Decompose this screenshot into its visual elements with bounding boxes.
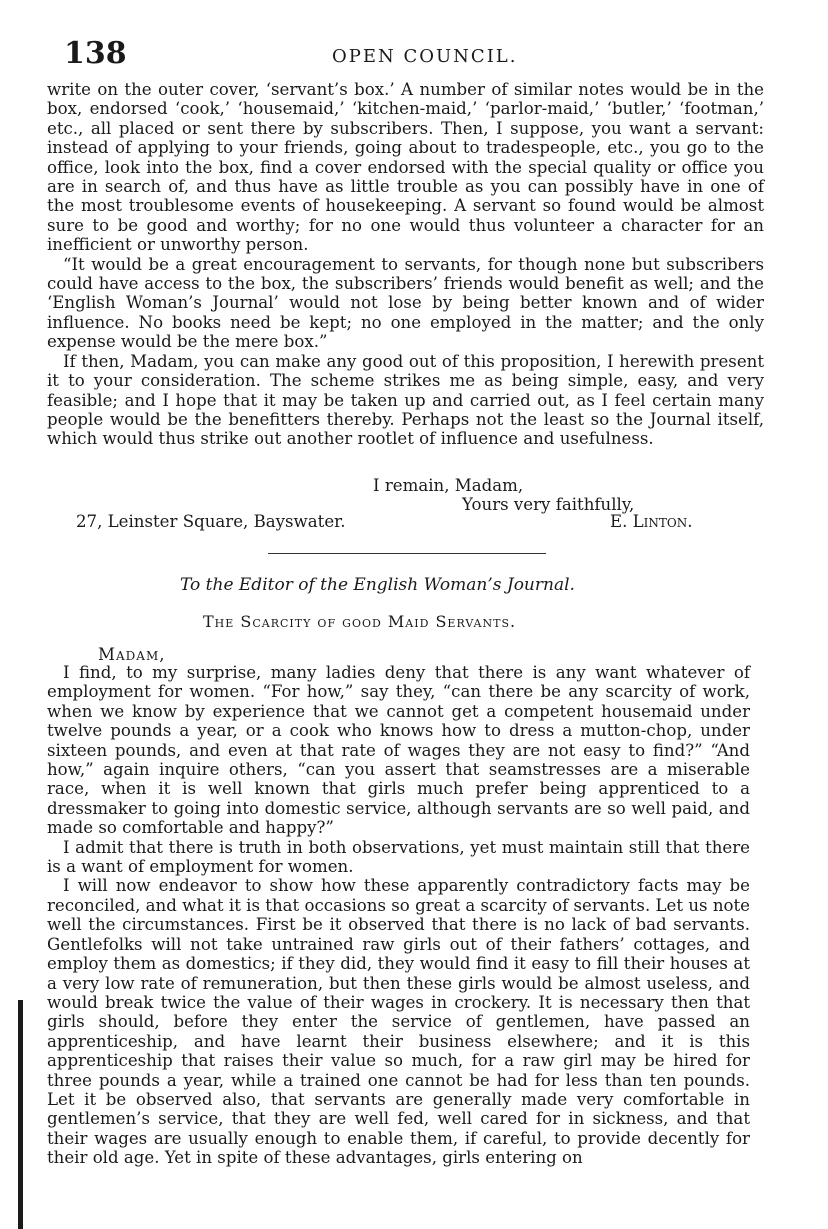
- page-number: 138: [64, 36, 127, 71]
- binding-edge: [18, 1000, 23, 1229]
- editor-line: To the Editor of the English Woman’s Journal.: [180, 575, 575, 595]
- letter1-paragraph: write on the outer cover, ‘servant’s box.’ A number of similar notes would be in the box, endorsed ‘cook,’ ‘housemaid,’ ‘kitchen-maid,’ ‘parlor-maid,’ ‘butler,’ ‘footman,’ etc., all placed or sent there by subscribers. Then, I suppose, you want a servant: instead of applying to your friends, going about to tradespeople, etc., you go to the office, look into the box, find a cover endorsed with the special quality or office you are in search of, and thus have as little trouble as you can possibly have in one of the most troublesome events of housekeeping. A servant so found would be almost sure to be good and worthy; for no one would thus volunteer a character for an inefficient or unworthy person.: [47, 80, 764, 255]
- running-title: OPEN COUNCIL.: [332, 46, 518, 67]
- letter2-paragraph: I will now endeavor to show how these apparently contradictory facts may be reconciled, and what it is that occasions so great a scarcity of servants. Let us note well the circumstances. First be it observed that there is no lack of bad servants. Gentlefolks will not take untrained raw girls out of their fathers’ cottages, and employ them as domestics; if they did, they would find it easy to fill their houses at a very low rate of remuneration, but then these girls would be almost useless, and would break twice the value of their wages in crockery. It is necessary then that girls should, before they enter the service of gentlemen, have passed an apprenticeship, and have learnt their business elsewhere; and it is this apprenticeship that raises their value so much, for a raw girl may be hired for three pounds a year, while a trained one cannot be had for less than ten pounds. Let it be observed also, that servants are generally made very comfortable in gentlemen’s service, that they are well fed, well cared for in sickness, and that their wages are usually enough to enable them, if careful, to provide decently for their old age. Yet in spite of these advantages, girls entering on: [47, 876, 750, 1168]
- section-divider: [268, 553, 546, 554]
- letter1-paragraph: If then, Madam, you can make any good out of this proposition, I herewith present it to your consideration. The scheme strikes me as being simple, easy, and very feasible; and I hope that it may be taken up and carried out, as I feel certain many people would be the benefitters thereby. Perhaps not the least so the Journal itself, which would thus strike out another rootlet of influence and usefulness.: [47, 351, 764, 449]
- closing-line-2: Yours very faithfully,: [462, 495, 635, 514]
- salutation: Madam,: [98, 645, 166, 664]
- closing-line-1: I remain, Madam,: [373, 476, 524, 495]
- letter-title: The Scarcity of good Maid Servants.: [203, 612, 517, 631]
- letter2-body: [47, 663, 750, 1168]
- page-header: [64, 36, 764, 76]
- letter2-paragraph: I admit that there is truth in both observations, yet must maintain still that there is a want of employment for women.: [47, 837, 750, 877]
- signature: E. Linton.: [610, 512, 693, 531]
- letter1-body: [47, 80, 764, 449]
- letter1-paragraph: “It would be a great encouragement to servants, for though none but subscribers could have access to the box, the subscribers’ friends would benefit as well; and the ‘English Woman’s Journal’ would not lose by being better known and of wider influence. No books need be kept; no one employed in the matter; and the only expense would be the mere box.”: [47, 254, 764, 352]
- sender-address: 27, Leinster Square, Bayswater.: [76, 512, 346, 531]
- letter2-paragraph: I find, to my surprise, many ladies deny that there is any want whatever of employment for women. “For how,” say they, “can there be any scarcity of work, when we know by experience that we cannot get a competent housemaid under twelve pounds a year, or a cook who knows how to dress a mutton-chop, under sixteen pounds, and even at that rate of wages they are not easy to find?” “And how,” again inquire others, “can you assert that seamstresses are a miserable race, when it is well known that girls much prefer being apprenticed to a dressmaker to going into domestic service, although servants are so well paid, and made so comfortable and happy?”: [47, 663, 750, 838]
